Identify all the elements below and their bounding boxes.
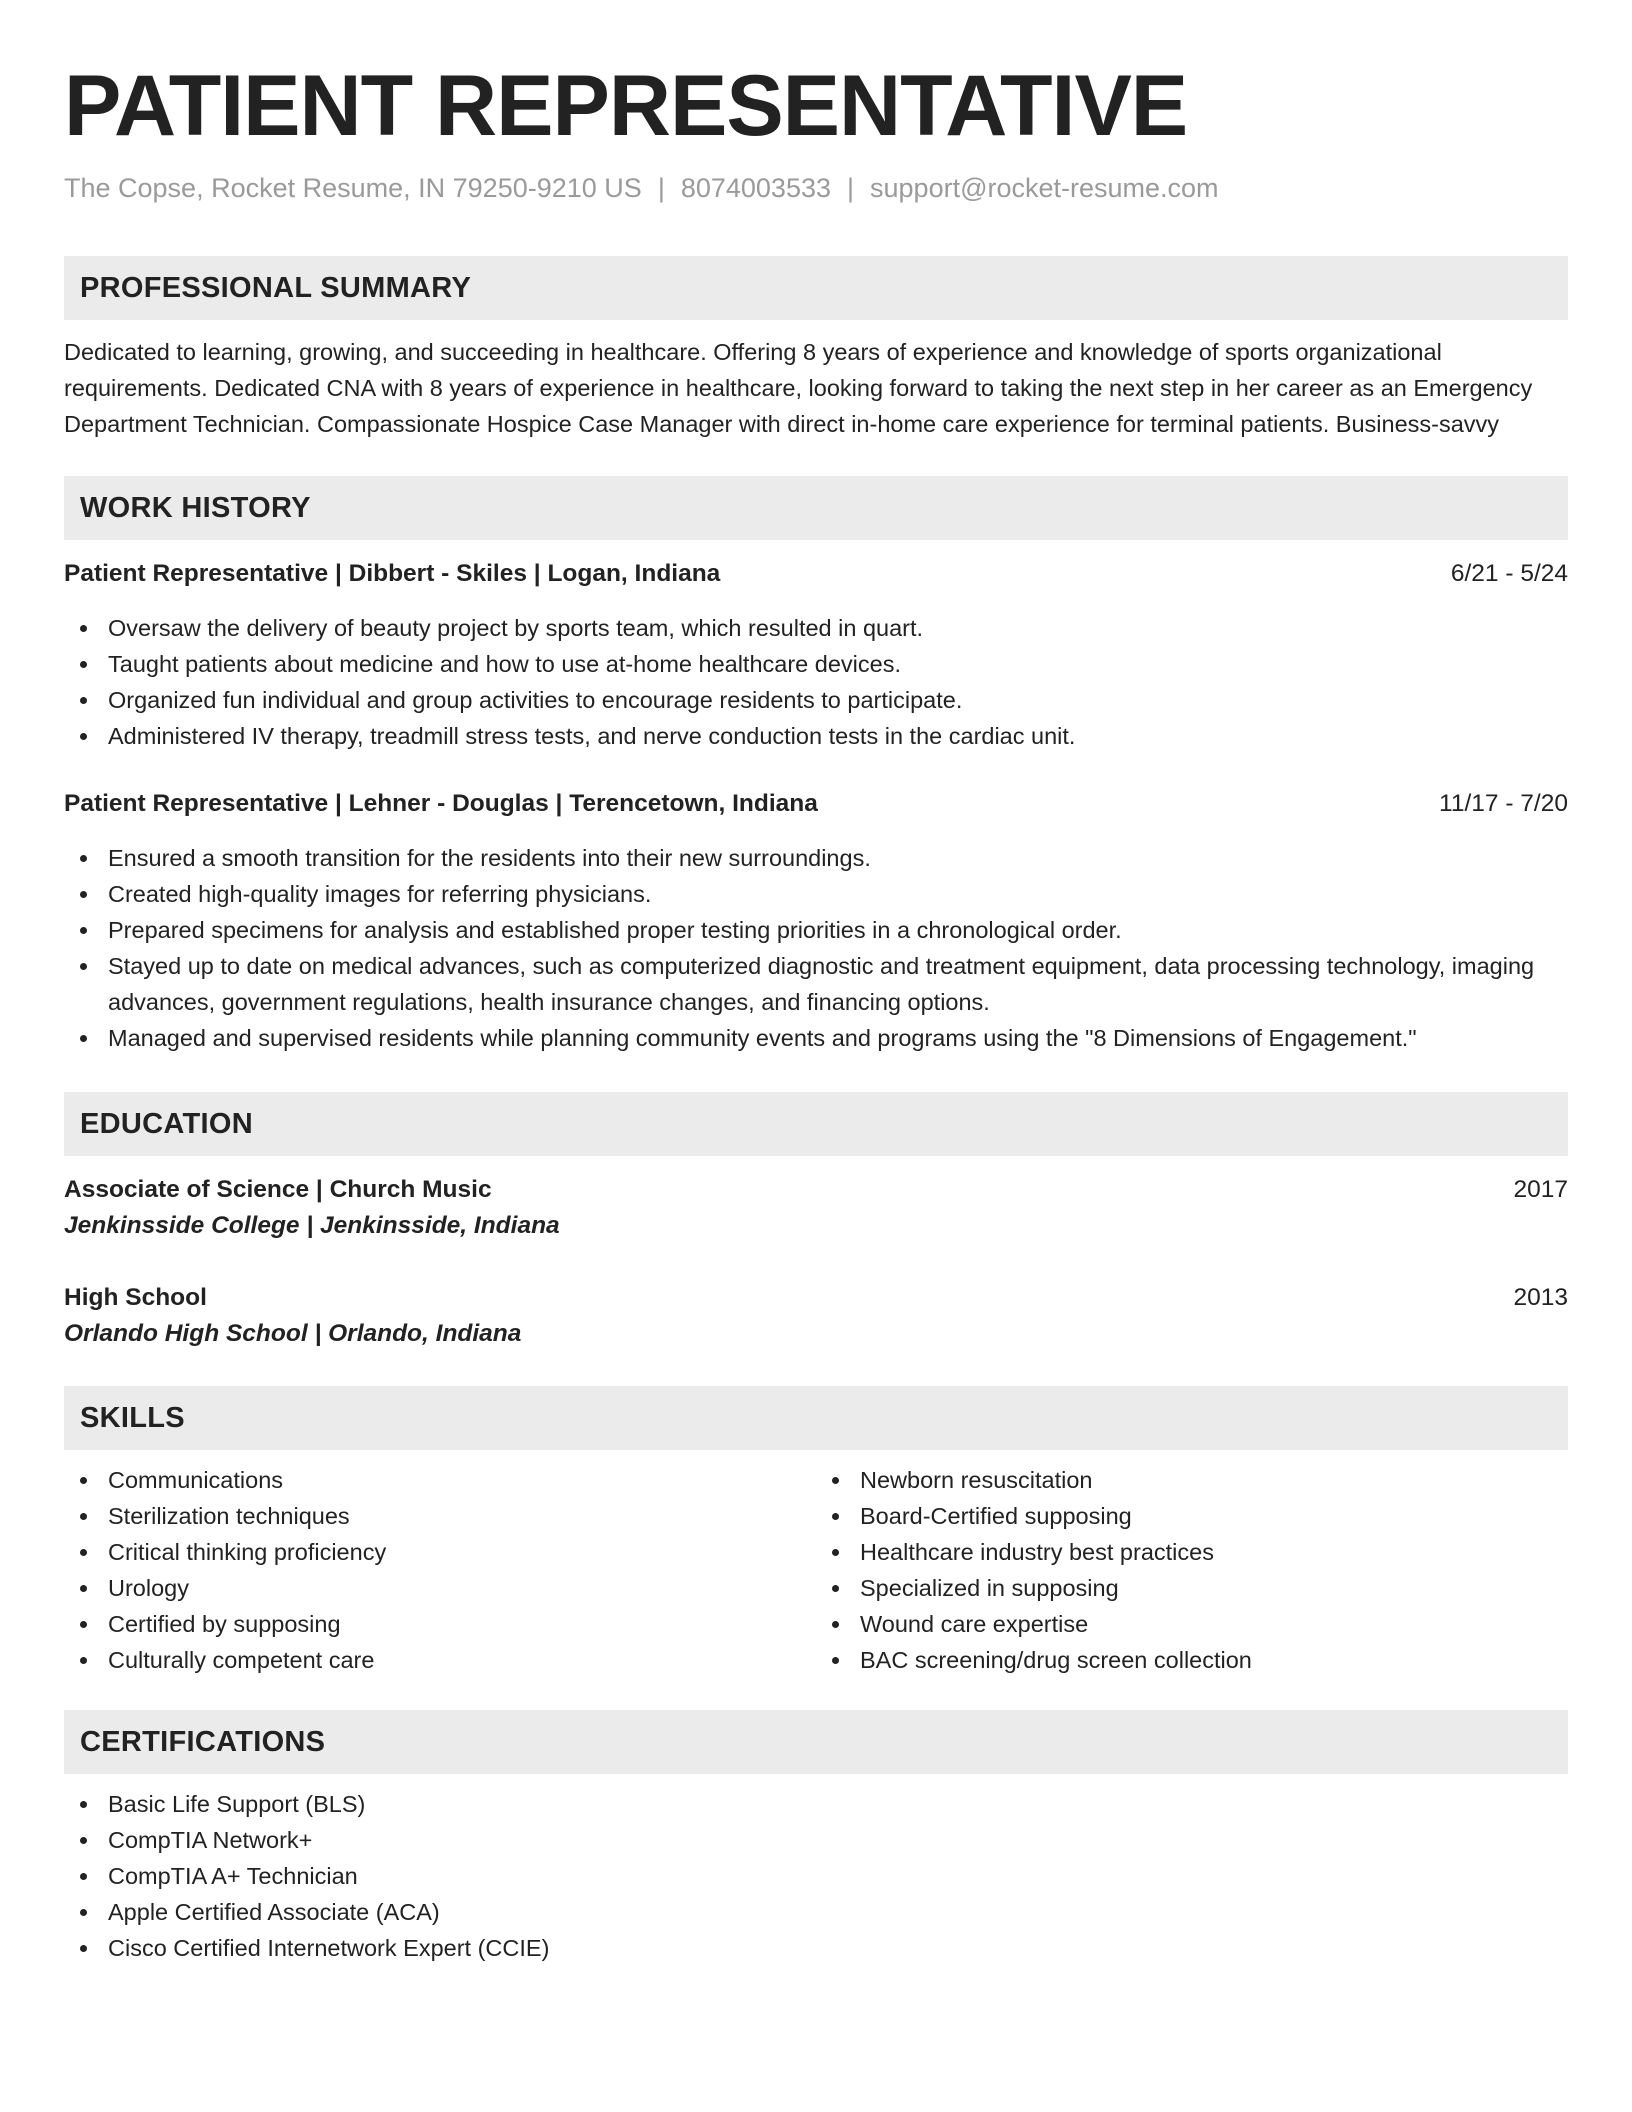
certification-item: CompTIA A+ Technician [64,1858,1568,1894]
job-bullet: Stayed up to date on medical advances, such as computerized diagnostic and treatment equipment, data processing technology, imaging advances, government regulations, health insurance changes, and financing options. [64,948,1568,1020]
certification-item: Apple Certified Associate (ACA) [64,1894,1568,1930]
certification-item: Cisco Certified Internetwork Expert (CCIE) [64,1930,1568,1966]
skills-column-left [64,1462,816,1678]
contact-separator: | [847,173,855,203]
skills-column-right [816,1462,1568,1678]
section-heading-skills: SKILLS [64,1386,1568,1450]
job-bullets [64,840,1568,1056]
contact-line [64,170,1568,206]
section-heading-work-history: WORK HISTORY [64,476,1568,540]
skill-item: Specialized in supposing [816,1570,1568,1606]
job-bullet: Prepared specimens for analysis and established proper testing priorities in a chronological order. [64,912,1568,948]
skill-item: BAC screening/drug screen collection [816,1642,1568,1678]
section-heading-education: EDUCATION [64,1092,1568,1156]
education-degree: Associate of Science | Church Music [64,1176,492,1203]
job-bullet: Oversaw the delivery of beauty project by sports team, which resulted in quart. [64,610,1568,646]
job-header [64,556,1568,592]
job-entry [64,556,1568,754]
certification-item: Basic Life Support (BLS) [64,1786,1568,1822]
job-entry [64,786,1568,1056]
skills-list [64,1462,1568,1678]
job-bullet: Ensured a smooth transition for the residents into their new surroundings. [64,840,1568,876]
skill-item: Certified by supposing [64,1606,816,1642]
education-entry [64,1172,1568,1244]
certification-item: CompTIA Network+ [64,1822,1568,1858]
summary-text: Dedicated to learning, growing, and succeeding in healthcare. Offering 8 years of experience and knowledge of sports organizational requirements. Dedicated CNA with 8 years of experience in healthcare, looking forward to taking the next step in her career as an Emergency Department Technician. Compassionate Hospice Case Manager with direct in-home care experience for terminal patients. Business-savvy [64,339,1533,437]
skill-item: Critical thinking proficiency [64,1534,816,1570]
job-title: Patient Representative | Dibbert - Skiles | Logan, Indiana [64,560,721,587]
education-school: Jenkinsside College | Jenkinsside, Indiana [64,1212,560,1239]
job-title: Patient Representative | Lehner - Douglas | Terencetown, Indiana [64,790,818,817]
education-school: Orlando High School | Orlando, Indiana [64,1320,522,1347]
education-entry [64,1280,1568,1352]
skill-item: Culturally competent care [64,1642,816,1678]
job-bullet: Administered IV therapy, treadmill stress tests, and nerve conduction tests in the cardiac unit. [64,718,1568,754]
certifications-list [64,1786,1568,1966]
contact-phone: 8074003533 [680,173,831,203]
job-bullet: Taught patients about medicine and how to use at-home healthcare devices. [64,646,1568,682]
job-dates: 11/17 - 7/20 [1439,790,1568,817]
skill-item: Urology [64,1570,816,1606]
skill-item: Communications [64,1462,816,1498]
education-degree: High School [64,1284,207,1311]
section-heading-summary: PROFESSIONAL SUMMARY [64,256,1568,320]
job-dates: 6/21 - 5/24 [1450,560,1568,587]
contact-separator: | [657,173,665,203]
education-year: 2013 [1513,1284,1568,1311]
skill-item: Board-Certified supposing [816,1498,1568,1534]
education-header [64,1280,1568,1316]
section-heading-certifications: CERTIFICATIONS [64,1710,1568,1774]
job-bullet: Created high-quality images for referring physicians. [64,876,1568,912]
job-bullet: Organized fun individual and group activities to encourage residents to participate. [64,682,1568,718]
education-header [64,1172,1568,1208]
candidate-name: PATIENT REPRESENTATIVE [64,58,1188,154]
contact-address: The Copse, Rocket Resume, IN 79250-9210 US [64,173,642,203]
skill-item: Sterilization techniques [64,1498,816,1534]
job-bullet: Managed and supervised residents while planning community events and programs using the "8 Dimensions of Engagement." [64,1020,1568,1056]
skill-item: Newborn resuscitation [816,1462,1568,1498]
job-header [64,786,1568,822]
job-bullets [64,610,1568,754]
skill-item: Wound care expertise [816,1606,1568,1642]
skill-item: Healthcare industry best practices [816,1534,1568,1570]
education-year: 2017 [1513,1176,1568,1203]
contact-email: support@rocket-resume.com [870,173,1219,203]
